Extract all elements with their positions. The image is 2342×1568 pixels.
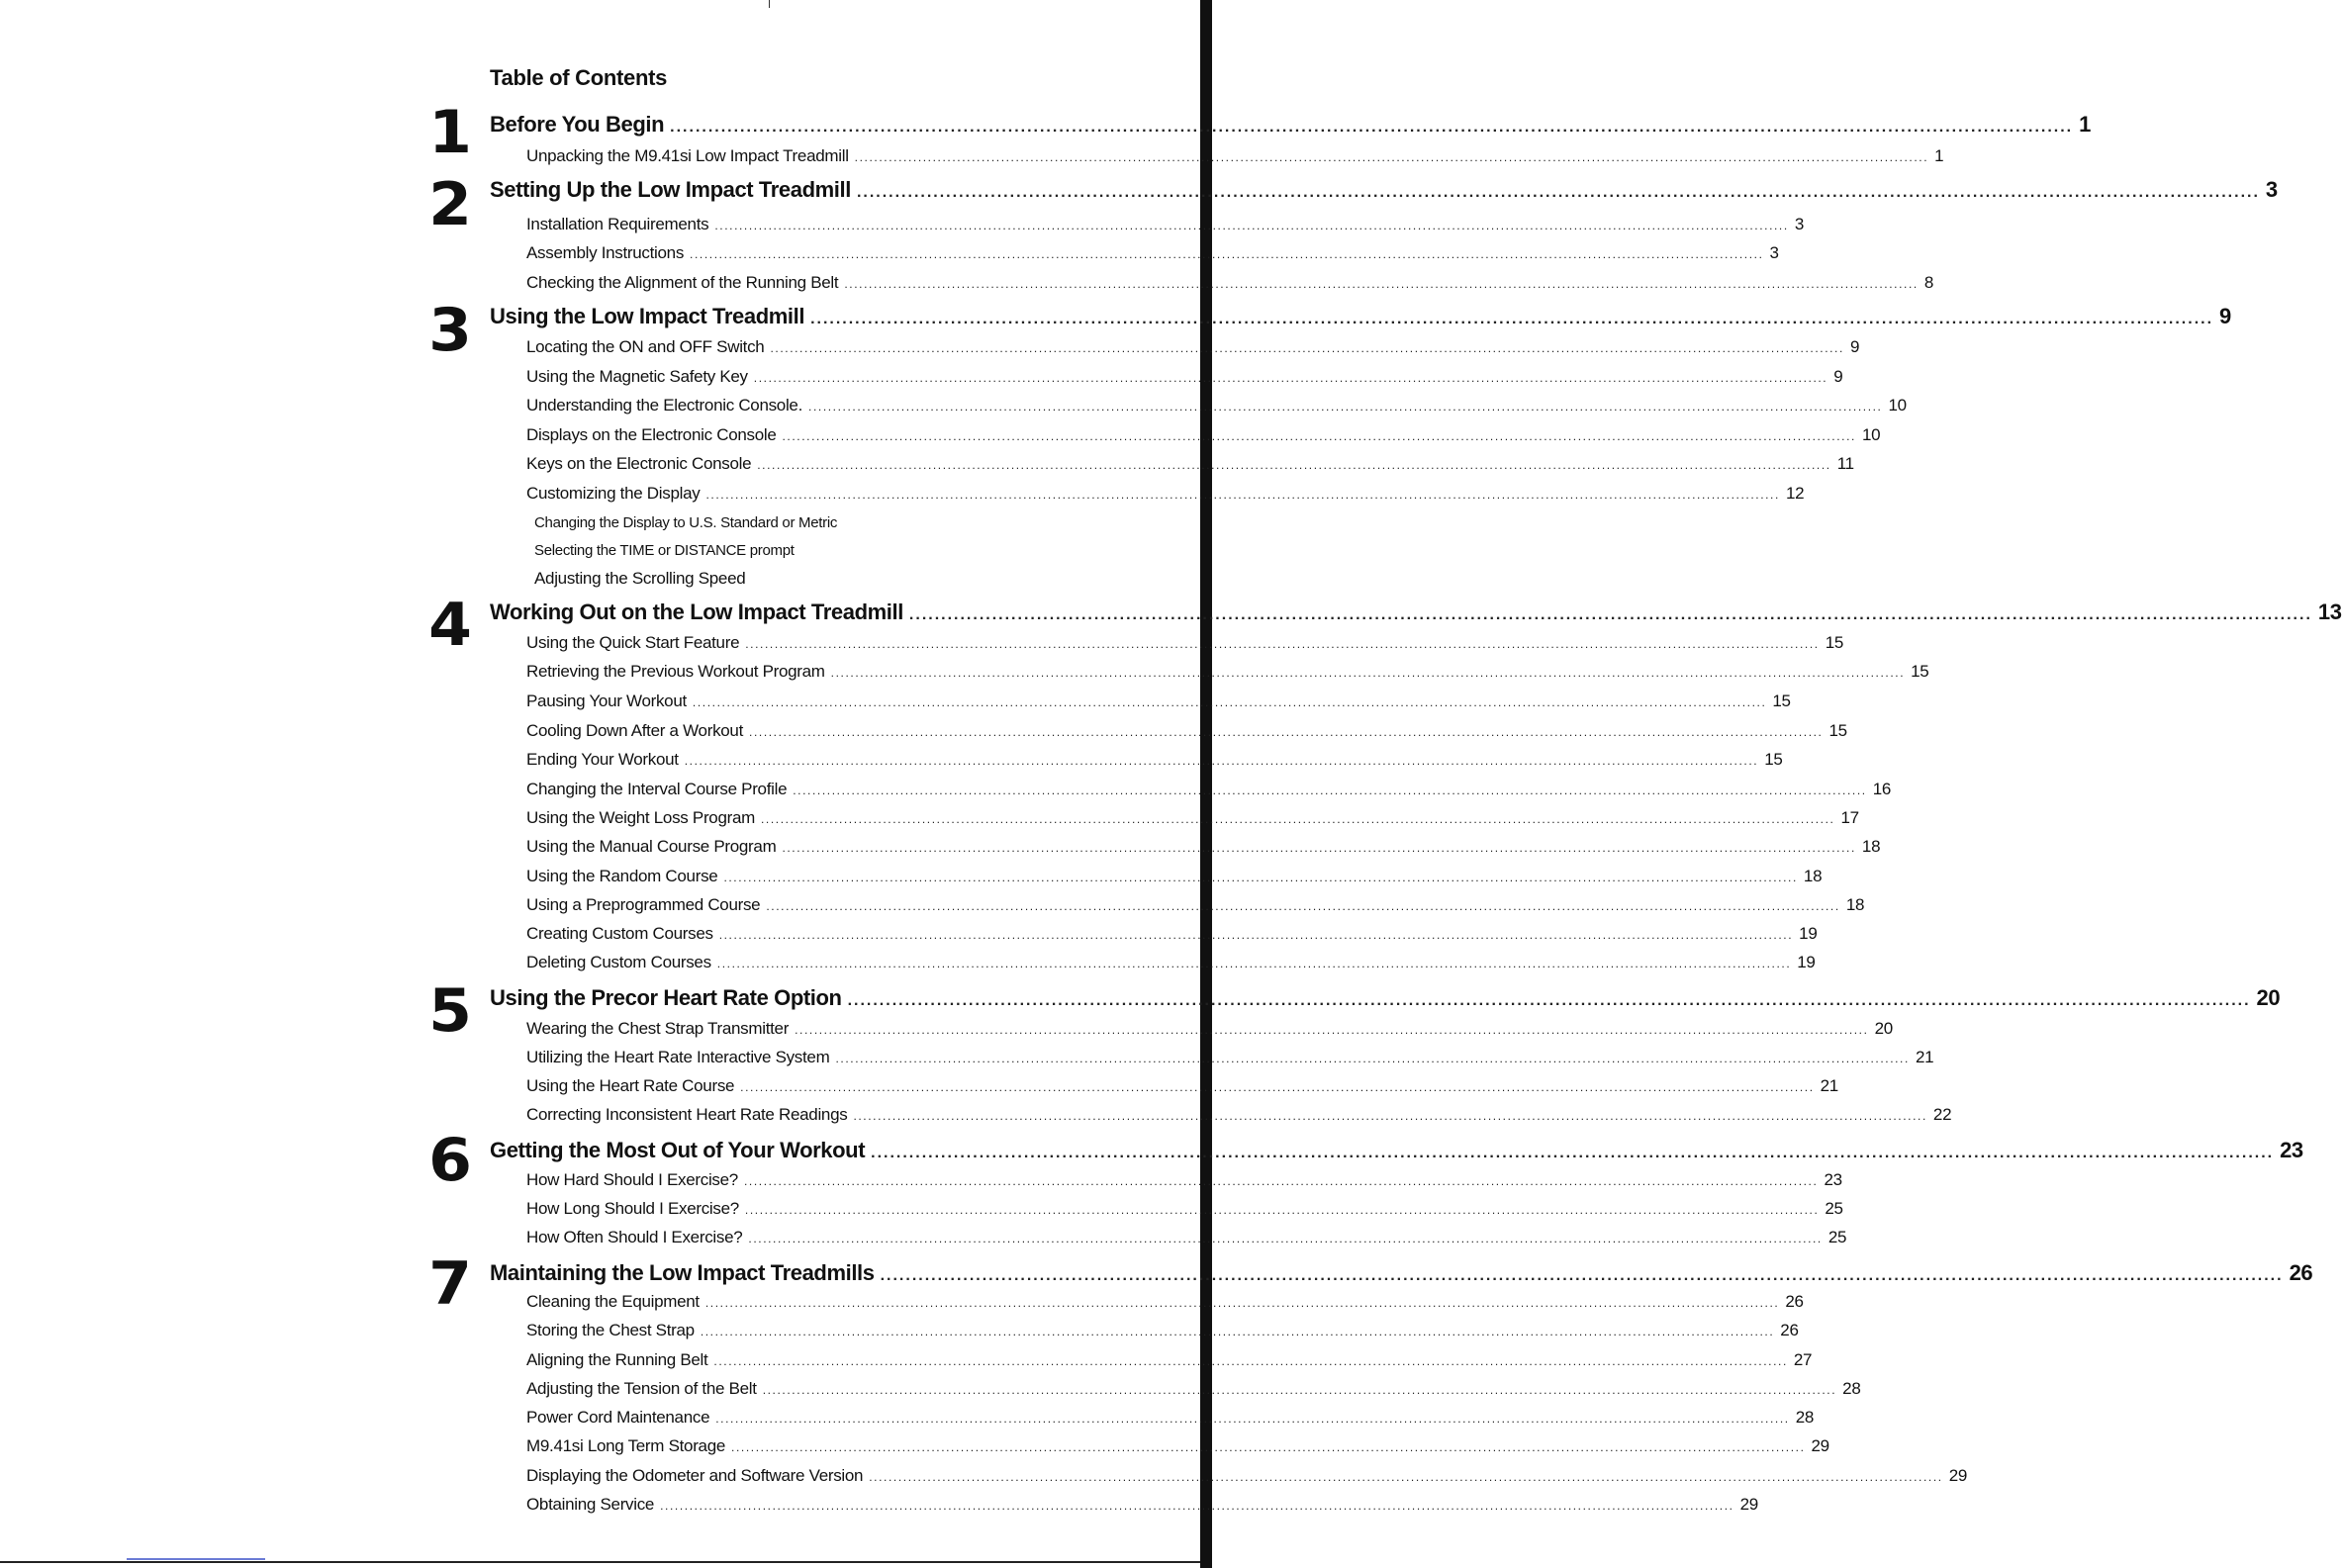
dot-leader: ............................................................................................................................................................................................................................	[731, 1440, 1806, 1454]
page-number: 26	[2289, 1260, 2313, 1285]
page-number: 9	[1849, 337, 1860, 356]
toc-entry[interactable]	[526, 924, 1818, 952]
entry-title: Cleaning the Equipment	[526, 1292, 700, 1311]
entry-title: Understanding the Electronic Console.	[526, 396, 803, 415]
entry-title: Ending Your Workout	[526, 750, 679, 769]
dot-leader: ............................................................................................................................................................................................................................	[853, 1109, 1927, 1123]
dot-leader: ............................................................................................................................................................................................................................	[770, 341, 1844, 355]
page-number: 29	[1948, 1466, 1968, 1485]
entry-title: Locating the ON and OFF Switch	[526, 337, 765, 356]
dot-leader: ............................................................................................................................................................................................................................	[745, 637, 1820, 651]
entry-title: Cooling Down After a Workout	[526, 721, 744, 740]
toc-entry[interactable]	[526, 837, 1881, 865]
page-number: 15	[1828, 721, 1847, 740]
entry-title: Retrieving the Previous Workout Program	[526, 662, 825, 681]
toc-entry[interactable]	[526, 1170, 1842, 1198]
dot-leader: ............................................................................................................................................................................................................................	[762, 1383, 1837, 1397]
dot-leader: ............................................................................................................................................................................................................................	[749, 725, 1824, 739]
dot-leader: ............................................................................................................................................................................................................................	[715, 1412, 1790, 1426]
page-number: 13	[2317, 600, 2342, 624]
chapter-heading[interactable]	[490, 1138, 2303, 1167]
chapter-title: Before You Begin	[490, 112, 665, 137]
entry-title: How Often Should I Exercise?	[526, 1228, 743, 1246]
page-number: 15	[1911, 662, 1929, 681]
toc-entry[interactable]	[526, 1292, 1804, 1320]
toc-entry[interactable]	[526, 425, 1881, 453]
chapter-title: Working Out on the Low Impact Treadmill	[490, 600, 903, 624]
toc-entry[interactable]	[526, 484, 1805, 511]
dot-leader: ............................................................................................................................................................................................................................	[766, 899, 1840, 913]
page-number: 29	[1739, 1495, 1758, 1514]
entry-title: Checking the Alignment of the Running Belt	[526, 273, 839, 292]
entry-title: Customizing the Display	[526, 484, 701, 503]
dot-leader: ............................................................................................................................................................................................................................	[847, 992, 2251, 1009]
page-number: 23	[2280, 1138, 2303, 1162]
page-number: 3	[1794, 215, 1804, 233]
dot-leader: ............................................................................................................................................................................................................................	[761, 812, 1835, 826]
toc-entry[interactable]	[526, 1105, 1952, 1133]
page-number: 8	[1923, 273, 1933, 292]
entry-title: Storing the Chest Strap	[526, 1321, 695, 1339]
toc-entry[interactable]	[526, 273, 1933, 301]
page-number: 27	[1793, 1350, 1813, 1369]
chapter-number: 6	[428, 1126, 472, 1195]
dot-leader: ............................................................................................................................................................................................................................	[684, 754, 1759, 768]
toc-entry[interactable]	[526, 1350, 1813, 1378]
toc-entry[interactable]	[526, 692, 1791, 719]
entry-title: Using the Magnetic Safety Key	[526, 367, 748, 386]
entry-title: Assembly Instructions	[526, 243, 685, 262]
chapter-title: Setting Up the Low Impact Treadmill	[490, 177, 851, 202]
toc-entry[interactable]	[526, 146, 1944, 174]
dot-leader: ............................................................................................................................................................................................................................	[854, 150, 1929, 164]
entry-title: Utilizing the Heart Rate Interactive System	[526, 1048, 830, 1066]
dot-leader: ............................................................................................................................................................................................................................	[744, 1203, 1820, 1217]
entry-title: Using the Heart Rate Course	[526, 1076, 735, 1095]
chapter-heading[interactable]	[490, 112, 2091, 141]
page-number: 10	[1861, 425, 1881, 444]
entry-title: How Long Should I Exercise?	[526, 1199, 739, 1218]
toc-entry[interactable]	[526, 1466, 1968, 1494]
entry-title: Unpacking the M9.41si Low Impact Treadmill	[526, 146, 849, 165]
page-title: Table of Contents	[490, 65, 668, 90]
entry-title: Displays on the Electronic Console	[526, 425, 777, 444]
entry-title: Obtaining Service	[526, 1495, 655, 1514]
toc-entry[interactable]	[526, 454, 1854, 482]
toc-entry[interactable]	[526, 337, 1860, 365]
dot-leader: ............................................................................................................................................................................................................................	[810, 311, 2214, 327]
chapter-heading[interactable]	[490, 985, 2281, 1015]
dot-leader: ............................................................................................................................................................................................................................	[782, 429, 1856, 443]
entry-title: Power Cord Maintenance	[526, 1408, 710, 1427]
page-number: 9	[2219, 304, 2231, 328]
sub-note[interactable]: Selecting the TIME or DISTANCE prompt	[534, 542, 795, 559]
page-number: 1	[1934, 146, 1944, 165]
toc-entry[interactable]	[526, 867, 1823, 894]
page-number: 15	[1825, 633, 1844, 652]
dot-leader: ............................................................................................................................................................................................................................	[740, 1080, 1815, 1094]
toc-entry[interactable]	[526, 1076, 1838, 1104]
dot-leader: ............................................................................................................................................................................................................................	[793, 784, 1867, 797]
toc-entry[interactable]	[526, 1436, 1829, 1464]
toc-entry[interactable]	[526, 808, 1859, 836]
chapter-heading[interactable]	[490, 1260, 2313, 1290]
entry-title: Creating Custom Courses	[526, 924, 713, 943]
dot-leader: ............................................................................................................................................................................................................................	[714, 219, 1789, 232]
entry-title: Installation Requirements	[526, 215, 709, 233]
entry-title: Using a Preprogrammed Course	[526, 895, 761, 914]
page-number: 28	[1842, 1379, 1861, 1398]
chapter-title: Maintaining the Low Impact Treadmills	[490, 1260, 875, 1285]
page-number: 1	[2079, 112, 2091, 137]
dot-leader: ............................................................................................................................................................................................................................	[748, 1232, 1823, 1245]
entry-title: Displaying the Odometer and Software Version	[526, 1466, 864, 1485]
toc-entry[interactable]	[526, 1199, 1843, 1227]
page-number: 28	[1795, 1408, 1815, 1427]
chapter-heading[interactable]	[490, 600, 2342, 629]
toc-entry[interactable]	[526, 1408, 1815, 1435]
page-number: 3	[2265, 177, 2278, 202]
page-number: 15	[1772, 692, 1791, 710]
chapter-number: 1	[428, 98, 472, 167]
dot-leader: ............................................................................................................................................................................................................................	[880, 1267, 2284, 1284]
page-number: 18	[1845, 895, 1865, 914]
dot-leader: ............................................................................................................................................................................................................................	[844, 277, 1919, 291]
dot-leader: ............................................................................................................................................................................................................................	[716, 957, 1792, 970]
dot-leader: ............................................................................................................................................................................................................................	[856, 184, 2260, 201]
toc-entry[interactable]	[526, 780, 1892, 807]
bottom-accent-line	[127, 1558, 265, 1560]
page-number: 19	[1797, 953, 1816, 971]
dot-leader: ............................................................................................................................................................................................................................	[718, 928, 1794, 942]
dot-leader: ............................................................................................................................................................................................................................	[908, 606, 2312, 623]
page-number: 22	[1932, 1105, 1952, 1124]
page-number: 20	[2256, 985, 2281, 1010]
page-number: 11	[1836, 454, 1854, 473]
dot-leader: ............................................................................................................................................................................................................................	[705, 488, 1780, 502]
toc-entry[interactable]	[526, 895, 1865, 923]
page-number: 15	[1764, 750, 1783, 769]
bottom-rule	[0, 1561, 1200, 1563]
page-number: 12	[1785, 484, 1805, 503]
toc-entry[interactable]	[526, 1048, 1934, 1075]
chapter-heading[interactable]	[490, 304, 2231, 333]
entry-title: Wearing the Chest Strap Transmitter	[526, 1019, 790, 1038]
toc-entry[interactable]	[526, 633, 1844, 661]
entry-title: Adjusting the Tension of the Belt	[526, 1379, 757, 1398]
page-number: 26	[1785, 1292, 1804, 1311]
dot-leader: ............................................................................................................................................................................................................................	[782, 841, 1856, 855]
toc-entry[interactable]	[526, 243, 1779, 271]
toc-entry[interactable]	[526, 1321, 1799, 1348]
chapter-number: 4	[428, 591, 472, 660]
dot-leader: ............................................................................................................................................................................................................................	[690, 247, 1764, 261]
dot-leader: ............................................................................................................................................................................................................................	[830, 666, 1906, 680]
entry-title: Correcting Inconsistent Heart Rate Readings	[526, 1105, 848, 1124]
sub-note[interactable]: Adjusting the Scrolling Speed	[534, 569, 746, 588]
dot-leader: ............................................................................................................................................................................................................................	[869, 1470, 1943, 1484]
chapter-title: Using the Low Impact Treadmill	[490, 304, 805, 328]
dot-leader: ............................................................................................................................................................................................................................	[704, 1296, 1780, 1310]
entry-title: Using the Random Course	[526, 867, 718, 885]
toc-entry[interactable]	[526, 750, 1783, 778]
page-number: 20	[1874, 1019, 1893, 1038]
page-number: 16	[1872, 780, 1892, 798]
page-number: 26	[1780, 1321, 1799, 1339]
dot-leader: ............................................................................................................................................................................................................................	[713, 1354, 1788, 1368]
page-number: 3	[1769, 243, 1779, 262]
chapter-number: 2	[428, 170, 472, 239]
chapter-number: 3	[428, 296, 472, 365]
chapter-title: Getting the Most Out of Your Workout	[490, 1138, 866, 1162]
toc-entry[interactable]	[526, 953, 1816, 980]
page-number: 10	[1888, 396, 1907, 415]
entry-title: Using the Quick Start Feature	[526, 633, 740, 652]
dot-leader: ............................................................................................................................................................................................................................	[723, 871, 1798, 884]
dot-leader: ............................................................................................................................................................................................................................	[743, 1174, 1819, 1188]
toc-entry[interactable]	[526, 1495, 1758, 1522]
dot-leader: ............................................................................................................................................................................................................................	[670, 119, 2074, 136]
page-number: 23	[1824, 1170, 1842, 1189]
page-number: 19	[1799, 924, 1818, 943]
dot-leader: ............................................................................................................................................................................................................................	[700, 1325, 1775, 1338]
entry-title: Using the Weight Loss Program	[526, 808, 755, 827]
chapter-number: 7	[428, 1249, 472, 1319]
toc-entry[interactable]	[526, 721, 1847, 749]
entry-title: Changing the Interval Course Profile	[526, 780, 788, 798]
page-number: 21	[1820, 1076, 1838, 1095]
page-number: 9	[1833, 367, 1843, 386]
entry-title: Aligning the Running Belt	[526, 1350, 708, 1369]
dot-leader: ............................................................................................................................................................................................................................	[692, 695, 1767, 709]
toc-entry[interactable]	[526, 1228, 1847, 1255]
toc-entry[interactable]	[526, 367, 1843, 395]
dot-leader: ............................................................................................................................................................................................................................	[660, 1499, 1734, 1513]
page-number: 25	[1825, 1199, 1843, 1218]
dot-leader: ............................................................................................................................................................................................................................	[871, 1145, 2275, 1161]
toc-entry[interactable]	[526, 215, 1804, 242]
dot-leader: ............................................................................................................................................................................................................................	[753, 371, 1828, 385]
scan-mark	[769, 0, 770, 8]
page-number: 29	[1811, 1436, 1829, 1455]
dot-leader: ............................................................................................................................................................................................................................	[835, 1052, 1910, 1065]
entry-title: M9.41si Long Term Storage	[526, 1436, 726, 1455]
toc-entry[interactable]	[526, 396, 1907, 423]
toc-entry[interactable]	[526, 662, 1929, 690]
dot-leader: ............................................................................................................................................................................................................................	[757, 458, 1831, 472]
chapter-heading[interactable]	[490, 177, 2278, 207]
dot-leader: ............................................................................................................................................................................................................................	[808, 400, 1883, 414]
toc-entry[interactable]	[526, 1379, 1861, 1407]
chapter-title: Using the Precor Heart Rate Option	[490, 985, 842, 1010]
page-number: 17	[1840, 808, 1859, 827]
sub-note[interactable]: Changing the Display to U.S. Standard or Metric	[534, 514, 838, 531]
page-number: 25	[1827, 1228, 1847, 1246]
entry-title: Using the Manual Course Program	[526, 837, 777, 856]
toc-entry[interactable]	[526, 1019, 1893, 1047]
page-number: 18	[1861, 837, 1881, 856]
entry-title: Deleting Custom Courses	[526, 953, 711, 971]
dot-leader: ............................................................................................................................................................................................................................	[795, 1023, 1869, 1037]
page-number: 18	[1803, 867, 1823, 885]
entry-title: How Hard Should I Exercise?	[526, 1170, 738, 1189]
entry-title: Keys on the Electronic Console	[526, 454, 752, 473]
entry-title: Pausing Your Workout	[526, 692, 687, 710]
chapter-number: 5	[428, 976, 472, 1046]
page-number: 21	[1915, 1048, 1934, 1066]
